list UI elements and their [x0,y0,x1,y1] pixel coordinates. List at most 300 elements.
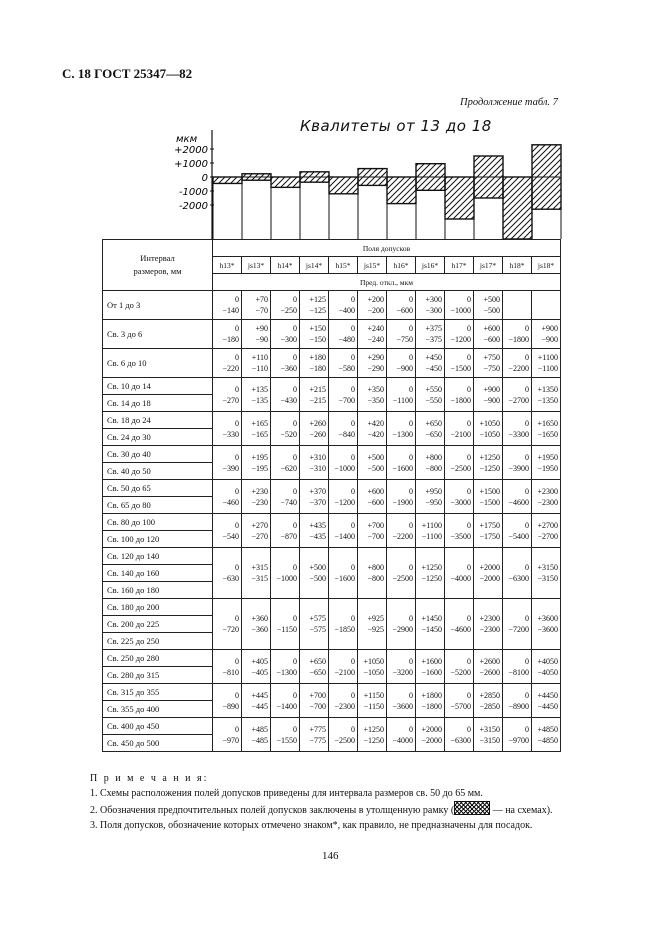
lower-deviation: −720 [222,625,239,634]
column-header: h13* [213,257,242,274]
deviation-cell [329,412,358,446]
lower-deviation: −5400 [508,531,529,541]
deviation-cell [474,291,503,320]
deviation-cell [416,446,445,480]
upper-deviation: +270 [251,520,268,530]
deviation-cell [474,320,503,349]
lower-deviation: −800 [367,574,384,583]
upper-deviation: 0 [409,418,413,428]
size-interval-label: Св. 225 до 250 [103,633,213,650]
deviation-cell [387,650,416,684]
upper-deviation: +4850 [537,724,558,734]
upper-deviation: +435 [309,520,326,530]
upper-deviation: 0 [235,452,239,462]
upper-deviation: +3600 [537,614,558,623]
deviation-cell [271,514,300,548]
upper-deviation: +300 [425,295,442,304]
upper-deviation: +900 [483,384,500,394]
deviation-cell [445,514,474,548]
deviation-cell [213,548,242,599]
upper-deviation: +310 [309,452,326,462]
lower-deviation: −1400 [276,701,297,711]
column-header: h16* [387,257,416,274]
upper-deviation: +125 [309,295,326,304]
deviation-cell [445,718,474,752]
upper-deviation: +1150 [363,690,384,700]
deviation-cell [271,412,300,446]
deviation-cell [416,650,445,684]
deviation-cell [474,349,503,378]
deviation-cell [503,718,532,752]
size-interval-label: От 1 до 3 [103,291,213,320]
lower-deviation: −925 [367,625,384,634]
deviation-cell [387,599,416,650]
upper-deviation: +3150 [537,563,558,572]
lower-deviation: −650 [425,429,442,439]
upper-deviation: +1650 [537,418,558,428]
deviation-cell [358,718,387,752]
tolerance-bar-js14 [300,172,329,182]
tolerance-table [102,239,561,752]
table-row [103,599,561,616]
lower-deviation: −1100 [421,531,442,541]
lower-deviation: −620 [280,463,297,473]
chart-title: Квалитеты от 13 до 18 [300,117,492,135]
deviation-cell [503,320,532,349]
lower-deviation: −500 [309,574,326,583]
deviation-cell [271,349,300,378]
lower-deviation: −230 [251,497,268,507]
upper-deviation: +2700 [537,520,558,530]
lower-deviation: −1100 [537,364,558,373]
deviation-cell [416,320,445,349]
size-interval-label: Св. 450 до 500 [103,735,213,752]
lower-deviation: −1400 [334,531,355,541]
lower-deviation: −2500 [450,463,471,473]
deviation-cell [300,291,329,320]
upper-deviation: 0 [293,724,297,734]
upper-deviation: +445 [251,690,268,700]
deviation-cell [474,480,503,514]
deviation-cell [213,446,242,480]
deviation-cell [213,320,242,349]
column-header: h17* [445,257,474,274]
lower-deviation: −970 [222,735,239,745]
lower-deviation: −1250 [479,463,500,473]
upper-deviation: +1950 [537,452,558,462]
deviation-cell [271,480,300,514]
upper-deviation: 0 [235,520,239,530]
tolerance-bar-h17 [445,177,474,219]
lower-deviation: −3300 [508,429,529,439]
lower-deviation: −4600 [450,625,471,634]
upper-deviation: +260 [309,418,326,428]
upper-deviation: 0 [351,690,355,700]
deviation-cell [242,480,271,514]
lower-deviation: −2500 [334,735,355,745]
lower-deviation: −810 [222,667,239,677]
deviation-cell [242,599,271,650]
lower-deviation: −110 [251,364,268,373]
size-interval-label: Св. 10 до 14 [103,378,213,395]
notes-title: П р и м е ч а н и я: [90,773,209,784]
upper-deviation: +1050 [479,418,500,428]
upper-deviation: +375 [425,324,442,333]
upper-deviation: +2000 [421,724,442,734]
upper-deviation: +2300 [479,614,500,623]
deviation-cell [329,480,358,514]
upper-deviation: 0 [293,353,297,362]
lower-deviation: −180 [222,335,239,344]
deviation-cell [300,320,329,349]
deviation-cell [532,684,561,718]
deviation-cell [474,650,503,684]
deviation-cell [416,684,445,718]
size-interval-label: Св. 40 до 50 [103,463,213,480]
upper-deviation: 0 [409,563,413,572]
deviation-cell [532,378,561,412]
deviation-cell [271,446,300,480]
lower-deviation: −2200 [392,531,413,541]
document-header: С. 18 ГОСТ 25347—82 [62,66,193,81]
lower-deviation: −750 [483,364,500,373]
upper-deviation: +550 [425,384,442,394]
lower-deviation: −890 [222,701,239,711]
size-interval-label: Св. 200 до 225 [103,616,213,633]
lower-deviation: −165 [251,429,268,439]
deviation-cell [271,599,300,650]
upper-deviation: 0 [409,452,413,462]
deviation-cell [271,548,300,599]
upper-deviation: +800 [367,563,384,572]
lower-deviation: −1050 [363,667,384,677]
deviation-cell [271,378,300,412]
deviation-cell [474,548,503,599]
page-number: 146 [322,850,339,862]
y-tick-label: +2000 [174,145,208,156]
deviation-cell [358,349,387,378]
y-tick-label: -2000 [178,201,208,212]
column-header: h15* [329,257,358,274]
deviation-cell [271,291,300,320]
upper-deviation: 0 [351,384,355,394]
lower-deviation: −1600 [421,667,442,677]
deviation-cell [213,650,242,684]
lower-deviation: −2500 [392,574,413,583]
deviation-cell [213,378,242,412]
deviation-cell [387,378,416,412]
deviation-cell [242,412,271,446]
stub-header [103,240,213,291]
lower-deviation: −9700 [508,735,529,745]
upper-deviation: 0 [467,656,471,666]
lower-deviation: −1450 [421,625,442,634]
upper-deviation: +1800 [421,690,442,700]
lower-deviation: −1200 [450,335,471,344]
deviation-cell [474,514,503,548]
deviation-cell [387,446,416,480]
lower-deviation: −5200 [450,667,471,677]
deviation-cell [300,378,329,412]
upper-deviation: +650 [309,656,326,666]
deviation-cell [242,446,271,480]
lower-deviation: −200 [367,306,384,315]
deviation-cell [300,480,329,514]
lower-deviation: −4850 [537,735,558,745]
upper-deviation: +500 [483,295,500,304]
deviation-cell [445,320,474,349]
deviation-cell [445,446,474,480]
lower-deviation: −2000 [421,735,442,745]
upper-deviation: +290 [367,353,384,362]
deviation-cell [416,349,445,378]
lower-deviation: −1800 [508,335,529,344]
tolerance-bar-js17 [474,156,503,198]
deviation-cell [532,480,561,514]
table-continuation-label: Продолжение табл. 7 [460,97,558,108]
deviation-cell [387,514,416,548]
upper-deviation: +135 [251,384,268,394]
lower-deviation: −5700 [450,701,471,711]
upper-deviation: 0 [293,324,297,333]
lower-deviation: −135 [251,395,268,405]
table-row [103,480,561,497]
deviation-cell [503,514,532,548]
upper-deviation: +1250 [479,452,500,462]
lower-deviation: −445 [251,701,268,711]
upper-deviation: 0 [293,563,297,572]
deviation-cell [300,412,329,446]
upper-deviation: 0 [293,295,297,304]
lower-deviation: −800 [425,463,442,473]
upper-deviation: 0 [525,486,529,496]
upper-deviation: 0 [409,656,413,666]
deviation-cell [300,446,329,480]
lower-deviation: −775 [309,735,326,745]
upper-deviation: +900 [541,324,558,333]
upper-deviation: +800 [425,452,442,462]
upper-deviation: 0 [525,614,529,623]
deviation-cell [416,480,445,514]
lower-deviation: −950 [425,497,442,507]
upper-deviation: +500 [309,563,326,572]
note-2-text: 2. Обозначения предпочтительных полей допусков заключены в утолщенную рамку ( [90,805,455,816]
column-header: h14* [271,257,300,274]
deviation-cell [358,446,387,480]
size-interval-label: Св. 120 до 140 [103,548,213,565]
deviation-cell [358,548,387,599]
upper-deviation: 0 [467,614,471,623]
deviation-cell [503,378,532,412]
lower-deviation: −500 [367,463,384,473]
upper-deviation: 0 [409,614,413,623]
upper-deviation: 0 [525,353,529,362]
deviation-cell [503,480,532,514]
lower-deviation: −1800 [450,395,471,405]
deviation-cell [213,718,242,752]
upper-deviation: 0 [351,520,355,530]
deviation-cell [503,446,532,480]
deviation-cell [242,650,271,684]
upper-deviation: +1750 [479,520,500,530]
lower-deviation: −600 [396,306,413,315]
lower-deviation: −405 [251,667,268,677]
upper-deviation: 0 [467,324,471,333]
upper-deviation: 0 [525,324,529,333]
deviation-cell [300,349,329,378]
upper-deviation: 0 [409,486,413,496]
size-interval-label: Св. 100 до 120 [103,531,213,548]
lower-deviation: −900 [483,395,500,405]
deviation-cell [416,412,445,446]
deviation-cell [503,548,532,599]
deviation-cell [474,599,503,650]
deviation-cell [474,378,503,412]
lower-deviation: −1800 [421,701,442,711]
deviation-cell [358,412,387,446]
upper-deviation: +180 [309,353,326,362]
lower-deviation: −1500 [479,497,500,507]
lower-deviation: −630 [222,574,239,583]
deviation-cell [532,349,561,378]
tolerance-bar-js15 [358,169,387,186]
column-header: js18* [532,257,561,274]
upper-deviation: 0 [409,295,413,304]
subheader: Пред. откл., мкм [213,274,561,291]
upper-deviation: +1250 [421,563,442,572]
tolerance-bar-js18 [532,145,561,209]
deviation-cell [213,514,242,548]
deviation-cell [445,480,474,514]
lower-deviation: −290 [367,364,384,373]
deviation-cell [213,684,242,718]
upper-deviation: 0 [351,452,355,462]
upper-deviation: +1600 [421,656,442,666]
deviation-cell [474,718,503,752]
deviation-cell [271,718,300,752]
upper-deviation: 0 [235,384,239,394]
lower-deviation: −2700 [537,531,558,541]
deviation-cell [300,514,329,548]
deviation-cell [213,349,242,378]
lower-deviation: −300 [280,335,297,344]
note-1: 1. Схемы расположения полей допусков приведены для интервала размеров св. 50 до 65 мм. [90,787,483,799]
upper-deviation: 0 [525,384,529,394]
deviation-cell [329,320,358,349]
upper-deviation: 0 [235,690,239,700]
deviation-cell [271,684,300,718]
upper-deviation: 0 [525,690,529,700]
lower-deviation: −2100 [450,429,471,439]
upper-deviation: +700 [309,690,326,700]
upper-deviation: +240 [367,324,384,333]
deviation-cell [358,650,387,684]
upper-deviation: 0 [409,353,413,362]
column-header: js17* [474,257,503,274]
lower-deviation: −180 [309,364,326,373]
lower-deviation: −215 [309,395,326,405]
lower-deviation: −700 [309,701,326,711]
lower-deviation: −270 [222,395,239,405]
lower-deviation: −3500 [450,531,471,541]
upper-deviation: +1100 [537,353,558,362]
lower-deviation: −360 [251,625,268,634]
size-interval-label: Св. 30 до 40 [103,446,213,463]
lower-deviation: −460 [222,497,239,507]
table-row [103,349,561,378]
upper-deviation: 0 [351,353,355,362]
lower-deviation: −485 [251,735,268,745]
lower-deviation: −3200 [392,667,413,677]
deviation-cell [300,548,329,599]
upper-deviation: +90 [255,324,268,333]
upper-deviation: +450 [425,353,442,362]
tolerance-bar-js13 [242,174,271,180]
deviation-cell [329,650,358,684]
lower-deviation: −2200 [508,364,529,373]
lower-deviation: −450 [425,364,442,373]
deviation-cell [445,650,474,684]
upper-deviation: 0 [235,724,239,734]
lower-deviation: −1500 [450,364,471,373]
deviation-cell [387,480,416,514]
table-row [103,718,561,735]
deviation-cell [416,514,445,548]
upper-deviation: 0 [235,656,239,666]
lower-deviation: −2700 [508,395,529,405]
lower-deviation: −6300 [450,735,471,745]
lower-deviation: −1950 [537,463,558,473]
size-interval-label: Св. 80 до 100 [103,514,213,531]
lower-deviation: −350 [367,395,384,405]
deviation-cell [358,378,387,412]
upper-deviation: 0 [467,452,471,462]
deviation-cell [387,684,416,718]
lower-deviation: −650 [309,667,326,677]
deviation-cell [387,718,416,752]
upper-deviation: 0 [351,724,355,734]
upper-deviation: +775 [309,724,326,734]
deviation-cell [329,599,358,650]
lower-deviation: −1900 [392,497,413,507]
deviation-cell [416,718,445,752]
upper-deviation: 0 [293,418,297,428]
deviation-cell [329,349,358,378]
lower-deviation: −4600 [508,497,529,507]
deviation-cell [503,599,532,650]
lower-deviation: −1200 [334,497,355,507]
deviation-cell [503,412,532,446]
group-header: Поля допусков [213,240,561,257]
stub-header-line2: размеров, мм [133,266,182,276]
deviation-cell [387,320,416,349]
lower-deviation: −250 [280,306,297,315]
deviation-cell [532,650,561,684]
upper-deviation: +1350 [537,384,558,394]
upper-deviation: 0 [409,384,413,394]
lower-deviation: −195 [251,463,268,473]
lower-deviation: −3150 [537,574,558,583]
upper-deviation: 0 [467,295,471,304]
upper-deviation: 0 [351,486,355,496]
lower-deviation: −8100 [508,667,529,677]
note-2-text-end: — на схемах). [492,805,553,816]
size-interval-label: Св. 400 до 450 [103,718,213,735]
upper-deviation: +1250 [363,724,384,734]
deviation-cell [416,599,445,650]
size-interval-label: Св. 160 до 180 [103,582,213,599]
upper-deviation: +650 [425,418,442,428]
